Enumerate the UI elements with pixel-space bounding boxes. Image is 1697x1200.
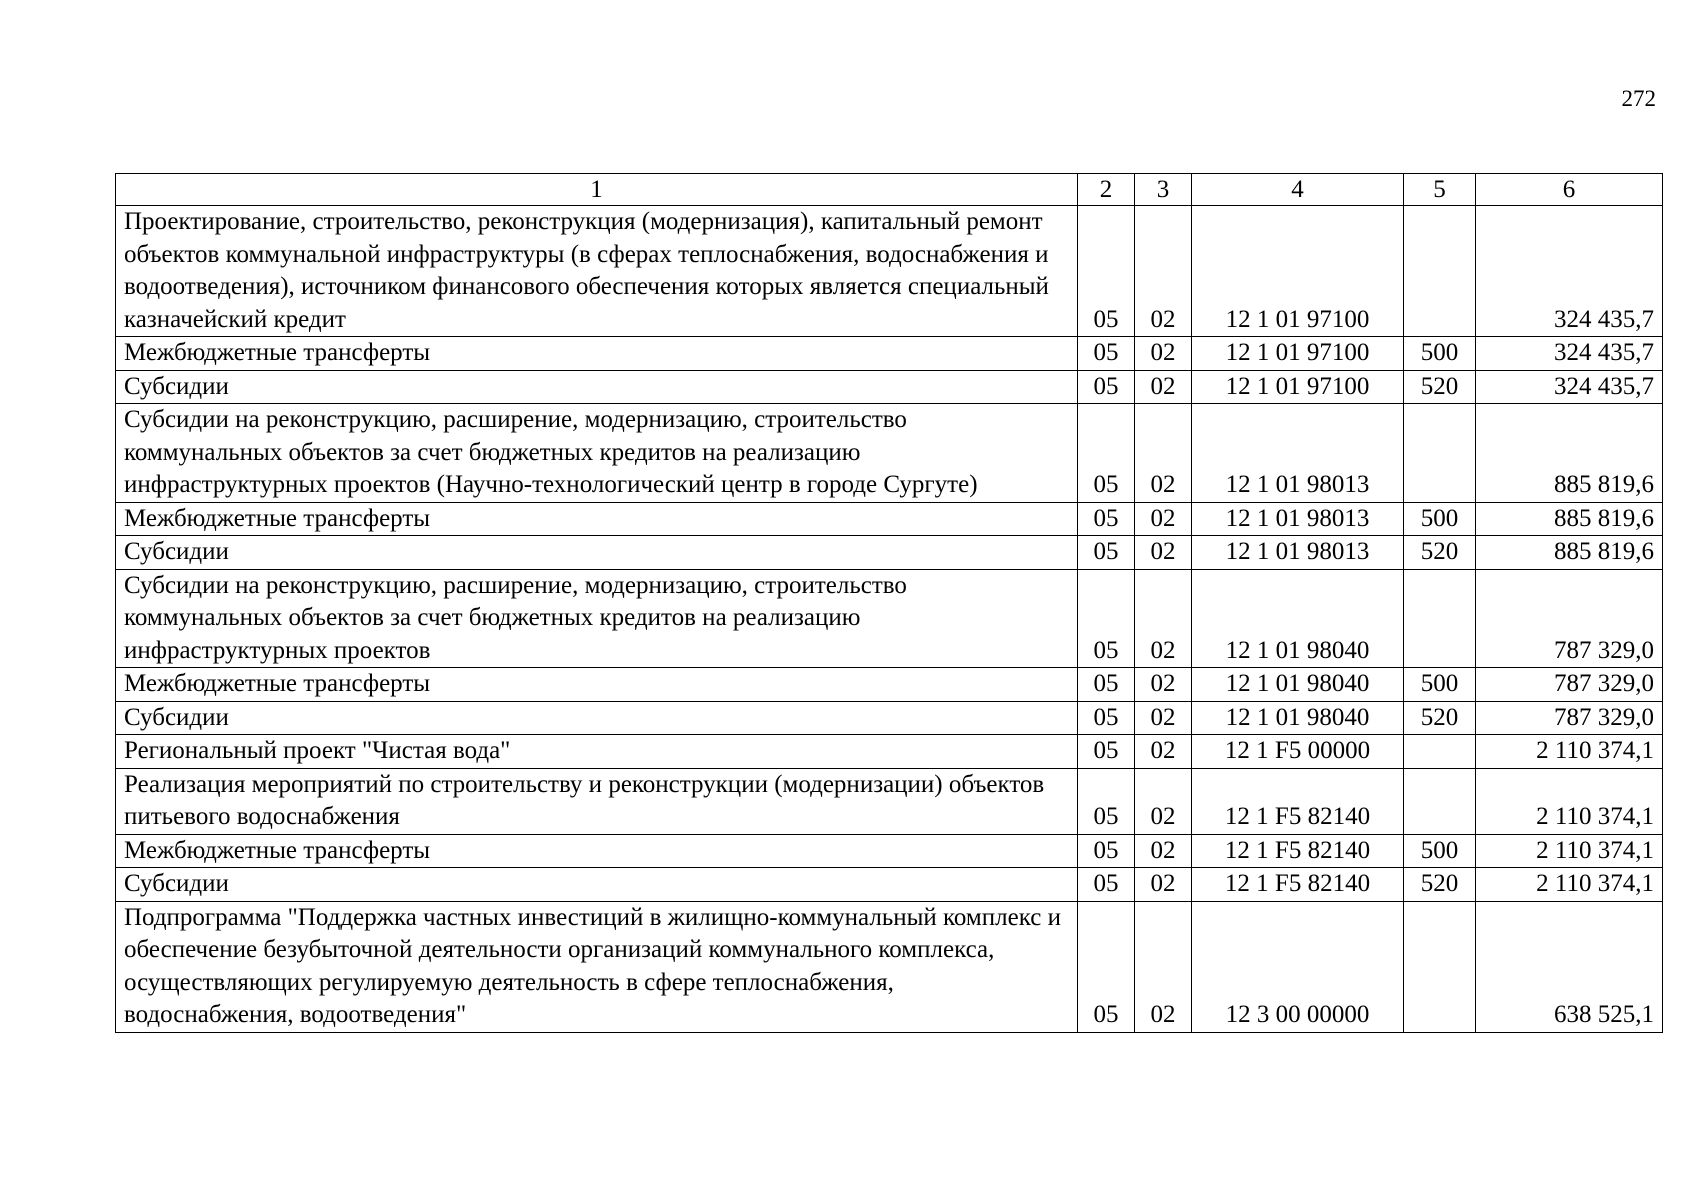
row-amount: 787 329,0 [1476, 701, 1663, 735]
row-target-code: 12 1 01 98040 [1192, 701, 1404, 735]
row-section: 05 [1078, 206, 1135, 337]
row-name: Субсидии [116, 370, 1078, 404]
table-row [116, 536, 1663, 570]
header-col-2: 2 [1078, 174, 1135, 206]
table-row [116, 404, 1663, 503]
row-name: Подпрограмма "Поддержка частных инвестиций в жилищно-коммунальный комплекс и обеспечение безубыточной деятельности организаций коммунального комплекса, осуществляющих регулируемую деятельность в сфере теплоснабжения, водоснабжения, водоотведения" [116, 901, 1078, 1032]
row-subsection: 02 [1135, 868, 1192, 902]
table-row [116, 370, 1663, 404]
row-target-code: 12 1 F5 82140 [1192, 834, 1404, 868]
row-name: Проектирование, строительство, реконструкция (модернизация), капитальный ремонт объектов коммунальной инфраструктуры (в сферах теплоснабжения, водоснабжения и водоотведения), источником финансового обеспечения которых является специальный казначейский кредит [116, 206, 1078, 337]
row-expense-type: 520 [1404, 536, 1476, 570]
header-row [116, 174, 1663, 206]
header-col-5: 5 [1404, 174, 1476, 206]
row-target-code: 12 1 01 98013 [1192, 536, 1404, 570]
row-target-code: 12 1 01 98013 [1192, 404, 1404, 503]
row-amount: 2 110 374,1 [1476, 834, 1663, 868]
row-target-code: 12 1 F5 82140 [1192, 768, 1404, 834]
row-target-code: 12 1 01 98013 [1192, 502, 1404, 536]
row-expense-type: 500 [1404, 502, 1476, 536]
header-col-1: 1 [116, 174, 1078, 206]
row-expense-type: 500 [1404, 337, 1476, 371]
table-row [116, 768, 1663, 834]
row-section: 05 [1078, 834, 1135, 868]
row-amount: 324 435,7 [1476, 206, 1663, 337]
row-subsection: 02 [1135, 536, 1192, 570]
row-section: 05 [1078, 569, 1135, 668]
row-subsection: 02 [1135, 404, 1192, 503]
row-name: Межбюджетные трансферты [116, 502, 1078, 536]
row-name: Межбюджетные трансферты [116, 834, 1078, 868]
row-name: Региональный проект "Чистая вода" [116, 735, 1078, 769]
row-subsection: 02 [1135, 901, 1192, 1032]
row-name: Субсидии [116, 868, 1078, 902]
page-number: 272 [1621, 86, 1656, 111]
row-amount: 2 110 374,1 [1476, 735, 1663, 769]
row-target-code: 12 1 01 97100 [1192, 337, 1404, 371]
row-name: Субсидии [116, 536, 1078, 570]
row-name: Субсидии на реконструкцию, расширение, модернизацию, строительство коммунальных объектов за счет бюджетных кредитов на реализацию инфраструктурных проектов (Научно-технологический центр в городе Сургуте) [116, 404, 1078, 503]
row-target-code: 12 1 01 97100 [1192, 206, 1404, 337]
row-section: 05 [1078, 502, 1135, 536]
table-row [116, 901, 1663, 1032]
row-amount: 324 435,7 [1476, 370, 1663, 404]
row-section: 05 [1078, 536, 1135, 570]
row-expense-type [1404, 206, 1476, 337]
row-amount: 787 329,0 [1476, 668, 1663, 702]
row-expense-type [1404, 768, 1476, 834]
row-amount: 324 435,7 [1476, 337, 1663, 371]
row-subsection: 02 [1135, 735, 1192, 769]
row-subsection: 02 [1135, 370, 1192, 404]
row-expense-type: 520 [1404, 701, 1476, 735]
table-row [116, 834, 1663, 868]
table-row [116, 701, 1663, 735]
header-col-3: 3 [1135, 174, 1192, 206]
row-subsection: 02 [1135, 701, 1192, 735]
row-amount: 885 819,6 [1476, 536, 1663, 570]
header-col-6: 6 [1476, 174, 1663, 206]
table-row [116, 735, 1663, 769]
row-section: 05 [1078, 768, 1135, 834]
row-name: Реализация мероприятий по строительству и реконструкции (модернизации) объектов питьевого водоснабжения [116, 768, 1078, 834]
table-row [116, 206, 1663, 337]
table-row [116, 502, 1663, 536]
row-expense-type: 520 [1404, 868, 1476, 902]
table-row [116, 569, 1663, 668]
row-target-code: 12 1 F5 00000 [1192, 735, 1404, 769]
row-amount: 2 110 374,1 [1476, 768, 1663, 834]
row-target-code: 12 1 01 98040 [1192, 569, 1404, 668]
row-subsection: 02 [1135, 337, 1192, 371]
row-amount: 885 819,6 [1476, 404, 1663, 503]
row-section: 05 [1078, 701, 1135, 735]
table-row [116, 868, 1663, 902]
table-row [116, 668, 1663, 702]
row-name: Субсидии на реконструкцию, расширение, модернизацию, строительство коммунальных объектов за счет бюджетных кредитов на реализацию инфраструктурных проектов [116, 569, 1078, 668]
row-subsection: 02 [1135, 768, 1192, 834]
row-target-code: 12 1 01 98040 [1192, 668, 1404, 702]
row-expense-type: 520 [1404, 370, 1476, 404]
row-section: 05 [1078, 337, 1135, 371]
row-subsection: 02 [1135, 502, 1192, 536]
row-expense-type: 500 [1404, 834, 1476, 868]
row-subsection: 02 [1135, 668, 1192, 702]
row-name: Межбюджетные трансферты [116, 337, 1078, 371]
row-target-code: 12 1 F5 82140 [1192, 868, 1404, 902]
row-subsection: 02 [1135, 834, 1192, 868]
row-target-code: 12 1 01 97100 [1192, 370, 1404, 404]
row-amount: 885 819,6 [1476, 502, 1663, 536]
row-section: 05 [1078, 735, 1135, 769]
row-section: 05 [1078, 901, 1135, 1032]
row-section: 05 [1078, 868, 1135, 902]
row-amount: 2 110 374,1 [1476, 868, 1663, 902]
row-expense-type [1404, 901, 1476, 1032]
row-section: 05 [1078, 668, 1135, 702]
row-amount: 638 525,1 [1476, 901, 1663, 1032]
row-expense-type [1404, 404, 1476, 503]
row-expense-type [1404, 569, 1476, 668]
header-col-4: 4 [1192, 174, 1404, 206]
row-expense-type: 500 [1404, 668, 1476, 702]
row-expense-type [1404, 735, 1476, 769]
row-target-code: 12 3 00 00000 [1192, 901, 1404, 1032]
row-subsection: 02 [1135, 569, 1192, 668]
row-name: Субсидии [116, 701, 1078, 735]
row-section: 05 [1078, 370, 1135, 404]
row-section: 05 [1078, 404, 1135, 503]
budget-table [115, 173, 1663, 1033]
row-subsection: 02 [1135, 206, 1192, 337]
row-amount: 787 329,0 [1476, 569, 1663, 668]
row-name: Межбюджетные трансферты [116, 668, 1078, 702]
table-row [116, 337, 1663, 371]
